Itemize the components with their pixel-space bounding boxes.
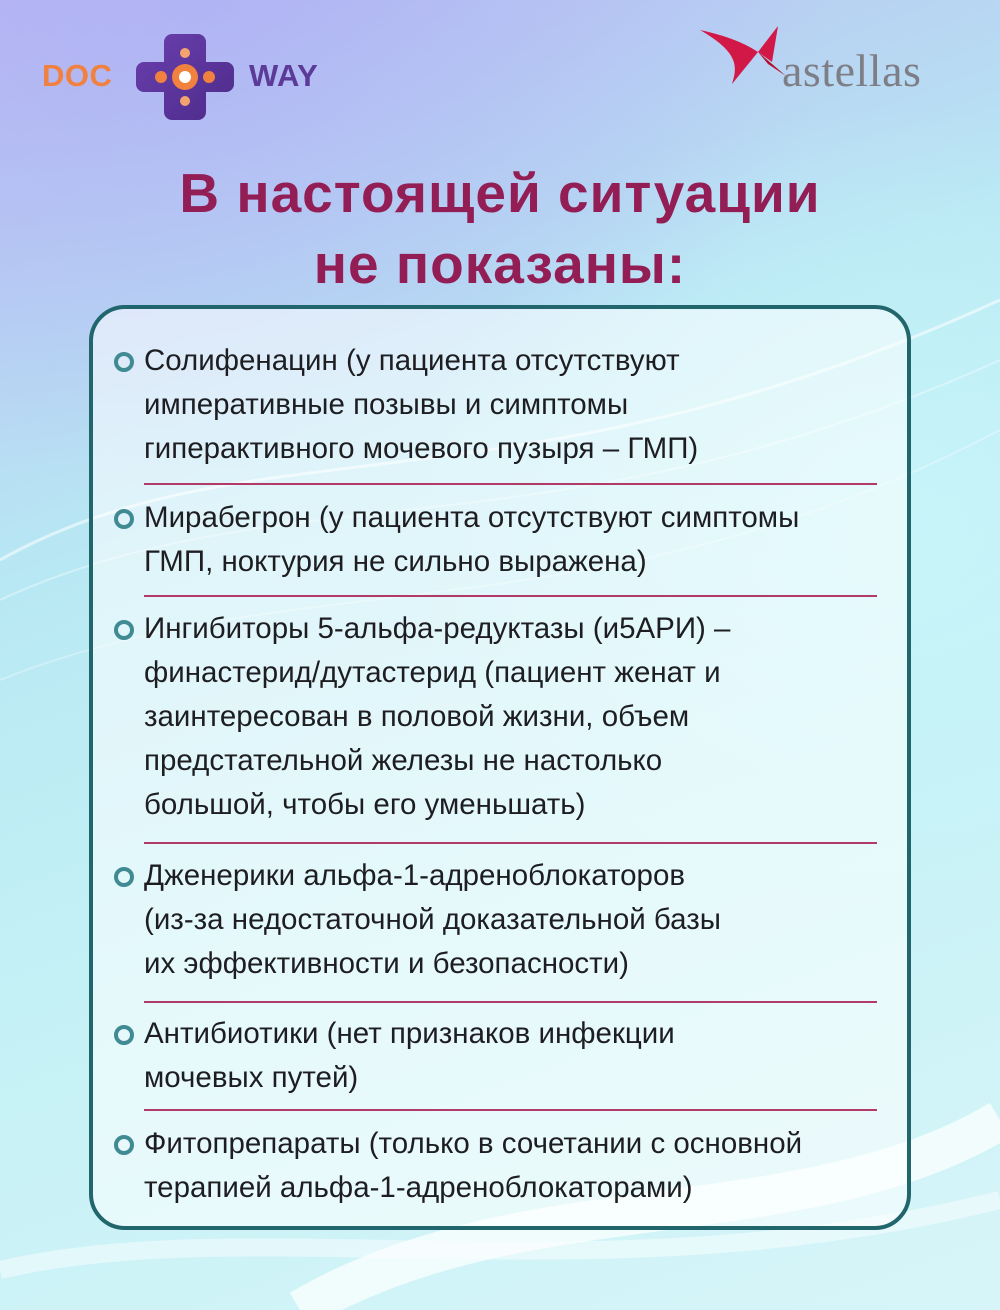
- circle-bullet-icon: [114, 1025, 134, 1045]
- contraindications-card: [89, 305, 911, 1230]
- list-item-text: Мирабегрон (у пациента отсутствуют симптомы ГМП, ноктурия не сильно выражена): [144, 501, 800, 578]
- list-item-text: Антибиотики (нет признаков инфекции мочевых путей): [144, 1017, 675, 1094]
- list-item-text: Фитопрепараты (только в сочетании с основной терапией альфа-1-адреноблокаторами): [144, 1127, 803, 1204]
- divider: [144, 483, 877, 485]
- list-item-text: Ингибиторы 5-альфа-редуктазы (и5АРИ) – финастерид/дутастерид (пациент женат и заинтересован в половой жизни, объем предстательной железы не настолько большой, чтобы его уменьшать): [144, 612, 731, 821]
- circle-bullet-icon: [114, 509, 134, 529]
- docway-logo-right-text: WAY: [249, 58, 319, 93]
- list-item-text: Солифенацин (у пациента отсутствуют императивные позывы и симптомы гиперактивного мочевого пузыря – ГМП): [144, 344, 699, 465]
- page-title-line-2: не показаны:: [313, 233, 687, 295]
- list-item-text: Дженерики альфа-1-адреноблокаторов (из-за недостаточной доказательной базы их эффективности и безопасности): [144, 859, 721, 980]
- circle-bullet-icon: [114, 620, 134, 640]
- divider: [144, 1001, 877, 1003]
- page-title-line-1: В настоящей ситуации: [179, 162, 821, 224]
- docway-logo-left-text: DOC: [42, 58, 113, 93]
- circle-bullet-icon: [114, 1135, 134, 1155]
- circle-bullet-icon: [114, 352, 134, 372]
- divider: [144, 842, 877, 844]
- circle-bullet-icon: [114, 867, 134, 887]
- astellas-star-icon: [698, 22, 788, 92]
- astellas-logo: [698, 22, 958, 102]
- docway-logo: [40, 28, 330, 123]
- docway-cross-icon: [126, 28, 244, 123]
- astellas-logo-text: astellas: [782, 45, 922, 96]
- divider: [144, 1109, 877, 1111]
- page-title: [0, 158, 1000, 300]
- divider: [144, 595, 877, 597]
